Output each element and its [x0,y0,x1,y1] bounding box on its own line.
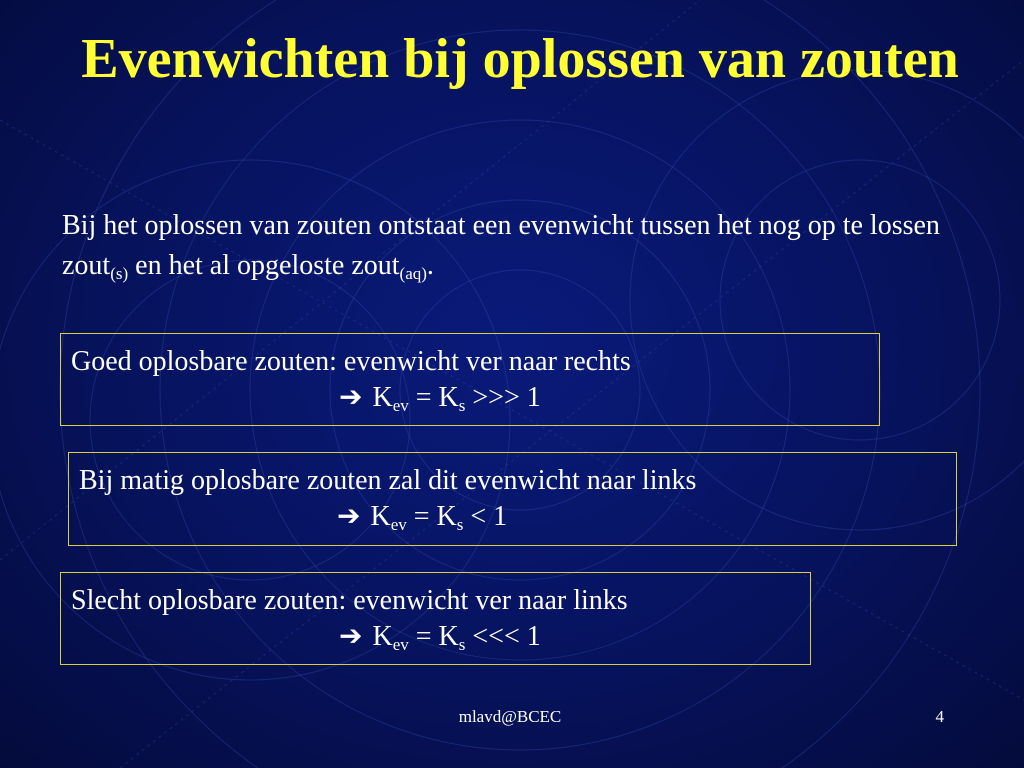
page-number: 4 [935,707,944,726]
box-moderate-solubility [68,452,957,546]
intro-paragraph [62,206,962,286]
k-symbol: K [370,501,391,532]
k-subscript-s: s [458,635,466,654]
right-arrow-icon: ➔ [339,621,363,652]
box-good-solubility [60,333,880,426]
intro-text-1: Bij het oplossen van zouten ontstaat een evenwicht tussen het nog op te lossen zout [62,210,940,281]
intro-text-2: en het al opgeloste zout [128,250,400,281]
k-symbol: K [372,382,393,413]
intro-text-3: . [426,250,434,281]
comparison: < 1 [463,501,508,532]
equals-k: = K [406,501,457,532]
box-statement: Goed oplosbare zouten: evenwicht ver naar rechts [71,346,631,377]
k-subscript-ev: ev [392,396,409,415]
intro-subscript-aqueous: (aq) [399,264,427,283]
box-formula [339,619,541,655]
right-arrow-icon: ➔ [337,501,361,532]
box-poor-solubility [60,572,811,665]
k-symbol: K [372,621,393,652]
k-subscript-ev: ev [390,515,407,534]
equals-k: = K [408,382,459,413]
intro-subscript-solid: (s) [110,264,129,283]
box-statement: Slecht oplosbare zouten: evenwicht ver naar links [71,585,628,616]
comparison: <<< 1 [465,621,541,652]
k-subscript-s: s [458,396,466,415]
right-arrow-icon: ➔ [339,382,363,413]
k-subscript-ev: ev [392,635,409,654]
box-formula [339,380,541,416]
slide-title: Evenwichten bij oplossen van zouten [81,28,959,90]
box-formula [337,499,507,535]
footer-author: mlavd@BCEC [458,707,562,726]
equals-k: = K [408,621,459,652]
comparison: >>> 1 [465,382,541,413]
k-subscript-s: s [456,515,464,534]
box-statement: Bij matig oplosbare zouten zal dit evenwicht naar links [79,465,697,496]
